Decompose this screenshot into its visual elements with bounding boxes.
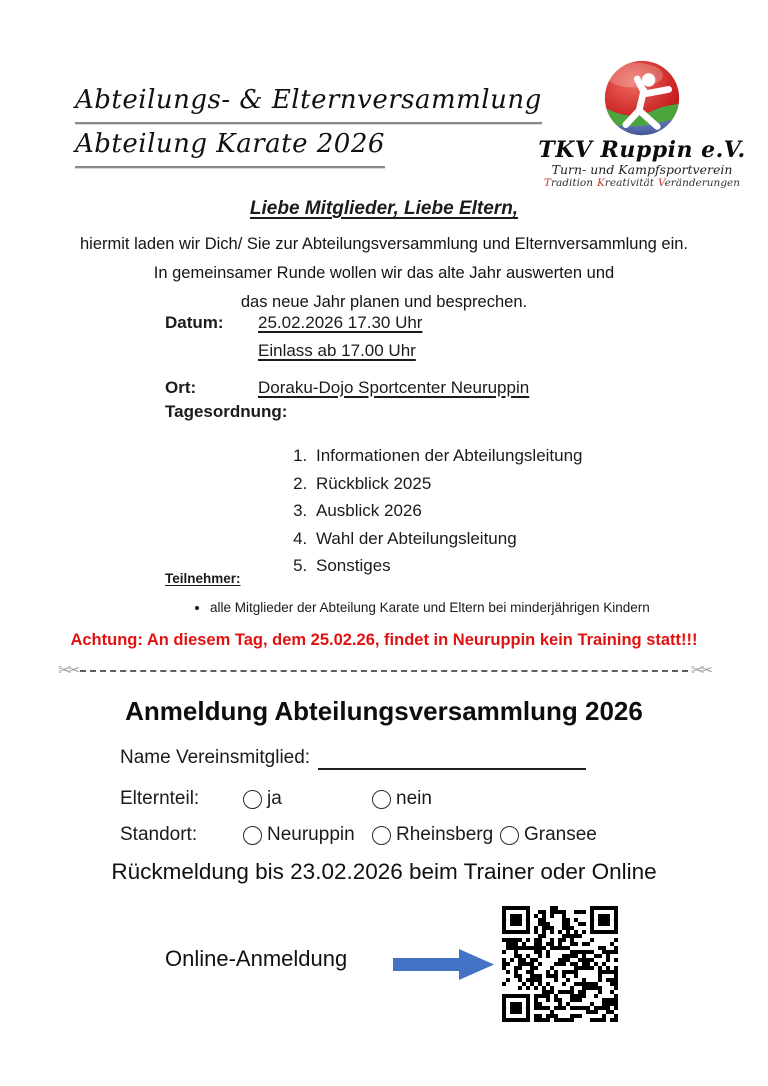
date-value: 25.02.2026 17.30 Uhr — [258, 313, 423, 332]
option-rheinsberg-label: Rheinsberg — [396, 824, 494, 845]
club-logo — [533, 58, 751, 190]
parent-row-label: Elternteil: — [120, 788, 200, 809]
club-emblem-icon — [594, 58, 690, 138]
participants-item: • alle Mitglieder der Abteilung Karate und Eltern bei minderjährigen Kindern — [210, 599, 650, 617]
location-row-label: Standort: — [120, 824, 198, 845]
location-value: Doraku-Dojo Sportcenter Neuruppin — [258, 378, 530, 397]
agenda-heading: Tagesordnung: — [165, 402, 288, 421]
location-values — [258, 374, 529, 402]
title-line-1: Abteilungs- & Elternversammlung — [75, 80, 542, 124]
agenda-item: 5. Sonstiges — [312, 552, 583, 580]
club-name: TKV Ruppin e.V. — [538, 137, 746, 163]
online-registration-label: Online-Anmeldung — [165, 946, 348, 971]
date-row — [165, 309, 529, 365]
option-gransee[interactable] — [500, 822, 597, 848]
option-ja[interactable] — [243, 786, 282, 812]
tagline-word: Veränderungen — [657, 177, 741, 189]
club-subtitle: Turn- und Kampfsportverein — [551, 162, 733, 177]
cut-dashes — [80, 670, 688, 672]
tagline-word: Tradition — [543, 177, 594, 189]
location-label: Ort: — [165, 378, 197, 397]
radio-gransee[interactable] — [500, 826, 519, 845]
scissors-icon: ✂✂ — [58, 662, 78, 679]
location-option-row — [0, 822, 768, 848]
option-neuruppin[interactable] — [243, 822, 355, 848]
option-nein-label: nein — [396, 788, 432, 809]
radio-ja[interactable] — [243, 790, 262, 809]
deadline-text: Rückmeldung bis 23.02.2026 beim Trainer oder Online — [111, 859, 657, 884]
admission-value: Einlass ab 17.00 Uhr — [258, 341, 416, 360]
document-title — [75, 80, 542, 168]
date-label: Datum: — [165, 313, 224, 332]
name-field-row — [120, 746, 586, 770]
parent-option-row — [0, 786, 768, 812]
body-line: hiermit laden wir Dich/ Sie zur Abteilungsversammlung und Elternversammlung ein. — [79, 235, 689, 253]
name-field-label: Name Vereinsmitglied: — [120, 747, 311, 768]
body-line: das neue Jahr planen und besprechen. — [240, 293, 528, 311]
participants-list — [190, 599, 650, 617]
option-ja-label: ja — [267, 788, 282, 809]
agenda-item: 4. Wahl der Abteilungsleitung — [312, 525, 583, 553]
option-neuruppin-label: Neuruppin — [267, 824, 355, 845]
arrow-right-icon — [393, 948, 495, 981]
warning-text: Achtung: An diesem Tag, dem 25.02.26, findet in Neuruppin kein Training statt!!! — [70, 631, 698, 649]
radio-rheinsberg[interactable] — [372, 826, 391, 845]
club-tagline — [533, 177, 751, 190]
name-input-line[interactable] — [318, 746, 586, 770]
agenda-item: 3. Ausblick 2026 — [312, 497, 583, 525]
body-line: In gemeinsamer Runde wollen wir das alte Jahr auswerten und — [153, 264, 615, 282]
qr-code — [502, 906, 618, 1022]
agenda-item: 2. Rückblick 2025 — [312, 470, 583, 498]
title-line-2: Abteilung Karate 2026 — [75, 124, 385, 168]
agenda-item: 1. Informationen der Abteilungsleitung — [312, 442, 583, 470]
option-gransee-label: Gransee — [524, 824, 597, 845]
participants-heading: Teilnehmer: — [165, 571, 241, 586]
event-details — [165, 309, 529, 411]
option-nein[interactable] — [372, 786, 432, 812]
option-rheinsberg[interactable] — [372, 822, 493, 848]
location-row — [165, 374, 529, 402]
scissors-icon: ✂✂ — [690, 662, 710, 679]
letter-body — [0, 230, 768, 317]
radio-neuruppin[interactable] — [243, 826, 262, 845]
salutation: Liebe Mitglieder, Liebe Eltern, — [249, 198, 519, 219]
cut-line — [58, 660, 710, 682]
agenda-list — [288, 442, 583, 580]
radio-nein[interactable] — [372, 790, 391, 809]
tagline-word: Kreativität — [597, 177, 654, 189]
date-values — [258, 309, 422, 365]
form-heading: Anmeldung Abteilungsversammlung 2026 — [125, 696, 643, 726]
